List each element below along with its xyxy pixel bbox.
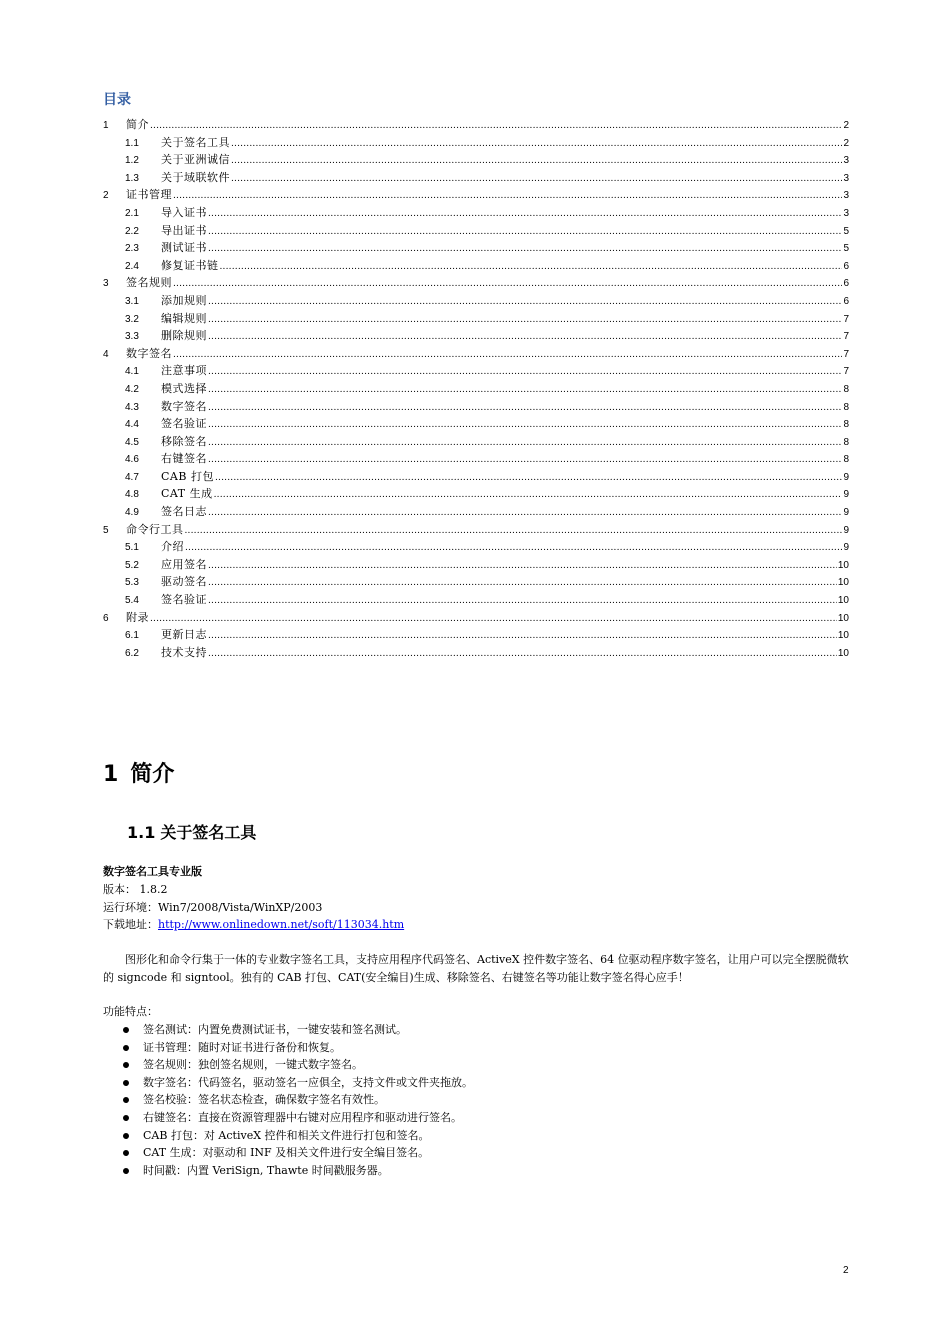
toc-dot-leader (208, 558, 837, 576)
toc-dot-leader (173, 188, 842, 206)
toc-entry-number: 2.1 (125, 207, 139, 219)
toc-entry-title: 介绍 (161, 540, 184, 554)
toc-dot-leader (208, 646, 837, 664)
toc-entry-title: 签名验证 (161, 593, 207, 607)
feature-item (103, 1039, 851, 1057)
bullet-icon (123, 1080, 129, 1086)
toc-entry[interactable] (103, 257, 849, 275)
toc-entry-title: 关于域联软件 (161, 170, 230, 184)
toc-entry-title: 右键签名 (161, 452, 207, 466)
toc-entry-page: 2 (843, 137, 849, 149)
toc-entry-number: 4.5 (125, 436, 139, 448)
toc-entry-title: 数字签名 (126, 346, 172, 360)
toc-entry-page: 7 (843, 348, 849, 360)
toc-entry-title: 证书管理 (126, 188, 172, 202)
toc-entry-number: 4.7 (125, 471, 139, 483)
toc-entry[interactable] (103, 116, 849, 134)
toc-entry-number: 2.3 (125, 243, 139, 255)
toc-dot-leader (231, 171, 842, 189)
toc-entry-number: 4.8 (125, 489, 139, 501)
toc-entry-page: 8 (843, 436, 849, 448)
toc-dot-leader (208, 593, 837, 611)
toc-entry[interactable] (103, 503, 849, 521)
feature-text: CAB 打包：对 ActiveX 控件和相关文件进行打包和签名。 (143, 1128, 430, 1142)
feature-item (103, 1109, 851, 1127)
toc-entry-page: 3 (843, 190, 849, 202)
toc-entry-title: 签名验证 (161, 417, 207, 431)
toc-entry-page: 5 (843, 243, 849, 255)
feature-item (103, 1091, 851, 1109)
toc-entry[interactable] (103, 345, 849, 363)
section-number: 1 (103, 762, 119, 787)
feature-text: 证书管理：随时对证书进行备份和恢复。 (143, 1040, 341, 1054)
toc-dot-leader (150, 118, 842, 136)
toc-entry-title: 添加规则 (161, 293, 207, 307)
toc-entry[interactable] (103, 433, 849, 451)
toc-dot-leader (231, 136, 842, 154)
table-of-contents (103, 116, 849, 661)
toc-entry-page: 10 (837, 647, 849, 659)
toc-entry-number: 1.3 (125, 172, 139, 184)
toc-entry-title: 数字签名 (161, 399, 207, 413)
toc-entry-title: 关于亚洲诚信 (161, 153, 230, 167)
toc-entry[interactable] (103, 573, 849, 591)
download-label: 下载地址： (103, 918, 158, 932)
toc-entry-number: 5.3 (125, 577, 139, 589)
bullet-icon (123, 1027, 129, 1033)
toc-dot-leader (220, 259, 843, 277)
feature-text: 签名校验：签名状态检查，确保数字签名有效性。 (143, 1093, 385, 1107)
feature-item (103, 1162, 851, 1180)
toc-entry-title: 删除规则 (161, 329, 207, 343)
toc-entry-page: 9 (843, 542, 849, 554)
toc-entry-number: 4.6 (125, 454, 139, 466)
toc-entry-page: 5 (843, 225, 849, 237)
toc-entry-title: 技术支持 (161, 645, 207, 659)
toc-entry-page: 6 (843, 295, 849, 307)
toc-entry[interactable] (103, 591, 849, 609)
section-heading (103, 757, 174, 788)
bullet-icon (123, 1097, 129, 1103)
feature-item (103, 1127, 851, 1145)
toc-entry-page: 2 (843, 120, 849, 131)
feature-text: 签名测试：内置免费测试证书，一键安装和签名测试。 (143, 1023, 407, 1036)
toc-dot-leader (150, 611, 837, 629)
toc-entry-page: 6 (843, 260, 849, 272)
toc-entry-number: 4.1 (125, 366, 139, 378)
toc-dot-leader (208, 312, 842, 330)
bullet-icon (123, 1045, 129, 1051)
toc-dot-leader (208, 417, 842, 435)
toc-entry-number: 3.2 (125, 313, 139, 325)
toc-entry[interactable] (103, 327, 849, 345)
toc-entry-title: 签名规则 (126, 276, 172, 290)
product-info (103, 881, 851, 934)
toc-entry-title: CAT 生成 (161, 487, 213, 501)
toc-dot-leader (185, 540, 842, 558)
toc-entry-page: 3 (843, 172, 849, 184)
bullet-icon (123, 1150, 129, 1156)
toc-dot-leader (185, 523, 843, 541)
toc-entry-number: 4 (103, 348, 109, 360)
toc-entry-number: 4.4 (125, 419, 139, 431)
toc-entry[interactable] (103, 239, 849, 257)
toc-entry-page: 9 (843, 524, 849, 536)
toc-entry-number: 1.2 (125, 155, 139, 167)
toc-entry-title: 测试证书 (161, 241, 207, 255)
toc-entry-number: 3.1 (125, 295, 139, 307)
intro-paragraph: 图形化和命令行集于一体的专业数字签名工具，支持应用程序代码签名、ActiveX 控件数字签名、64 位驱动程序数字签名，让用户可以完全摆脱微软的 signcode 和 signtool。独有的 CAB 打包、CAT(安全编目)生成、移除签名、右键签名等功能让数字签名得心应手！ (103, 953, 849, 984)
toc-dot-leader (208, 628, 837, 646)
toc-entry[interactable] (103, 134, 849, 152)
toc-entry-number: 5 (103, 524, 109, 536)
toc-entry[interactable] (103, 538, 849, 556)
toc-entry-title: 移除签名 (161, 434, 207, 448)
toc-entry-number: 5.2 (125, 559, 139, 571)
features-label: 功能特点： (103, 1005, 158, 1018)
toc-entry-page: 10 (837, 595, 849, 607)
toc-entry-page: 3 (843, 155, 849, 167)
toc-entry-page: 10 (837, 559, 849, 571)
toc-entry[interactable] (103, 310, 849, 328)
toc-entry-title: 导入证书 (161, 205, 207, 219)
toc-dot-leader (208, 435, 842, 453)
toc-entry[interactable] (103, 609, 849, 627)
toc-dot-leader (208, 329, 842, 347)
toc-entry[interactable] (103, 644, 849, 662)
toc-entry[interactable] (103, 398, 849, 416)
toc-entry-title: 编辑规则 (161, 311, 207, 325)
toc-entry-number: 1.1 (125, 137, 139, 149)
toc-dot-leader (208, 382, 842, 400)
toc-entry-title: 驱动签名 (161, 575, 207, 589)
toc-entry-page: 7 (843, 313, 849, 325)
toc-dot-leader (208, 400, 842, 418)
toc-dot-leader (231, 153, 842, 171)
version-line: 版本： 1.8.2 (103, 883, 168, 896)
toc-entry-page: 10 (837, 612, 849, 624)
toc-entry-page: 7 (843, 331, 849, 343)
toc-entry[interactable] (103, 362, 849, 380)
toc-entry-title: 导出证书 (161, 223, 207, 237)
toc-entry-title: 注意事项 (161, 364, 207, 378)
toc-entry-page: 9 (843, 489, 849, 501)
toc-dot-leader (208, 452, 842, 470)
toc-entry-title: 应用签名 (161, 557, 207, 571)
toc-entry[interactable] (103, 415, 849, 433)
toc-entry[interactable] (103, 274, 849, 292)
subsection-heading (127, 820, 256, 843)
toc-entry[interactable] (103, 626, 849, 644)
feature-text: CAT 生成：对驱动和 INF 及相关文件进行安全编目签名。 (143, 1146, 430, 1160)
subsection-number: 1.1 (127, 823, 156, 842)
toc-entry[interactable] (103, 204, 849, 222)
toc-entry-number: 3.3 (125, 331, 139, 343)
feature-item (103, 1074, 851, 1092)
toc-entry-page: 10 (837, 630, 849, 642)
feature-item (103, 1144, 851, 1162)
toc-entry-number: 2.2 (125, 225, 139, 237)
toc-entry[interactable] (103, 151, 849, 169)
toc-dot-leader (215, 470, 842, 488)
toc-entry-title: 关于签名工具 (161, 135, 230, 149)
feature-item (103, 1056, 851, 1074)
download-line (103, 916, 851, 934)
toc-dot-leader (208, 241, 842, 259)
toc-entry-title: 附录 (126, 610, 149, 624)
toc-dot-leader (173, 276, 842, 294)
toc-dot-leader (208, 224, 842, 242)
toc-entry-number: 4.3 (125, 401, 139, 413)
feature-text: 右键签名：直接在资源管理器中右键对应用程序和驱动进行签名。 (143, 1110, 462, 1124)
feature-text: 签名规则：独创签名规则，一键式数字签名。 (143, 1058, 363, 1072)
toc-entry[interactable] (103, 186, 849, 204)
toc-dot-leader (208, 206, 842, 224)
toc-entry-number: 2.4 (125, 260, 139, 272)
toc-entry-page: 8 (843, 419, 849, 431)
toc-entry-page: 6 (843, 278, 849, 290)
toc-dot-leader (208, 505, 842, 523)
toc-entry-page: 10 (837, 577, 849, 589)
page-number: 2 (843, 1265, 849, 1276)
toc-entry-page: 8 (843, 454, 849, 466)
toc-entry-title: 模式选择 (161, 381, 207, 395)
toc-dot-leader (214, 487, 843, 505)
toc-dot-leader (173, 347, 842, 365)
toc-entry-number: 3 (103, 278, 109, 290)
toc-entry[interactable] (103, 169, 849, 187)
toc-entry-number: 2 (103, 190, 109, 202)
features-list (103, 1021, 851, 1179)
toc-entry-page: 9 (843, 507, 849, 519)
bullet-icon (123, 1115, 129, 1121)
toc-entry[interactable] (103, 468, 849, 486)
toc-entry[interactable] (103, 450, 849, 468)
toc-entry[interactable] (103, 292, 849, 310)
toc-entry-number: 5.4 (125, 595, 139, 607)
toc-entry-page: 8 (843, 401, 849, 413)
toc-dot-leader (208, 294, 842, 312)
toc-entry-title: 简介 (126, 118, 149, 131)
toc-entry-number: 6 (103, 612, 109, 624)
toc-entry[interactable] (103, 222, 849, 240)
feature-item (103, 1021, 851, 1039)
toc-entry-page: 9 (843, 471, 849, 483)
toc-entry-title: CAB 打包 (161, 469, 214, 483)
toc-entry-title: 签名日志 (161, 505, 207, 519)
product-title: 数字签名工具专业版 (103, 865, 202, 878)
toc-entry-number: 6.2 (125, 647, 139, 659)
toc-entry-title: 修复证书链 (161, 258, 219, 272)
subsection-title: 关于签名工具 (160, 823, 257, 842)
toc-dot-leader (208, 364, 842, 382)
toc-entry-page: 7 (843, 366, 849, 378)
section-title: 简介 (130, 762, 175, 787)
feature-text: 时间戳：内置 VeriSign, Thawte 时间戳服务器。 (143, 1163, 389, 1177)
feature-text: 数字签名：代码签名，驱动签名一应俱全，支持文件或文件夹拖放。 (143, 1075, 473, 1089)
toc-entry-number: 4.9 (125, 507, 139, 519)
toc-entry-page: 3 (843, 207, 849, 219)
toc-entry-number: 4.2 (125, 383, 139, 395)
bullet-icon (123, 1133, 129, 1139)
toc-entry[interactable] (103, 380, 849, 398)
toc-entry-title: 更新日志 (161, 628, 207, 642)
toc-entry-title: 命令行工具 (126, 522, 184, 536)
download-link[interactable]: http://www.onlinedown.net/soft/113034.htm (158, 918, 405, 932)
toc-title: 目录 (103, 92, 131, 108)
toc-entry-page: 8 (843, 383, 849, 395)
toc-entry-number: 5.1 (125, 542, 139, 554)
bullet-icon (123, 1062, 129, 1068)
toc-entry[interactable] (103, 556, 849, 574)
toc-entry[interactable] (103, 485, 849, 503)
bullet-icon (123, 1168, 129, 1174)
environment-line: 运行环境：Win7/2008/Vista/WinXP/2003 (103, 900, 323, 914)
toc-dot-leader (208, 575, 837, 593)
toc-entry-number: 6.1 (125, 630, 139, 642)
toc-entry[interactable] (103, 521, 849, 539)
toc-entry-number: 1 (103, 120, 109, 131)
